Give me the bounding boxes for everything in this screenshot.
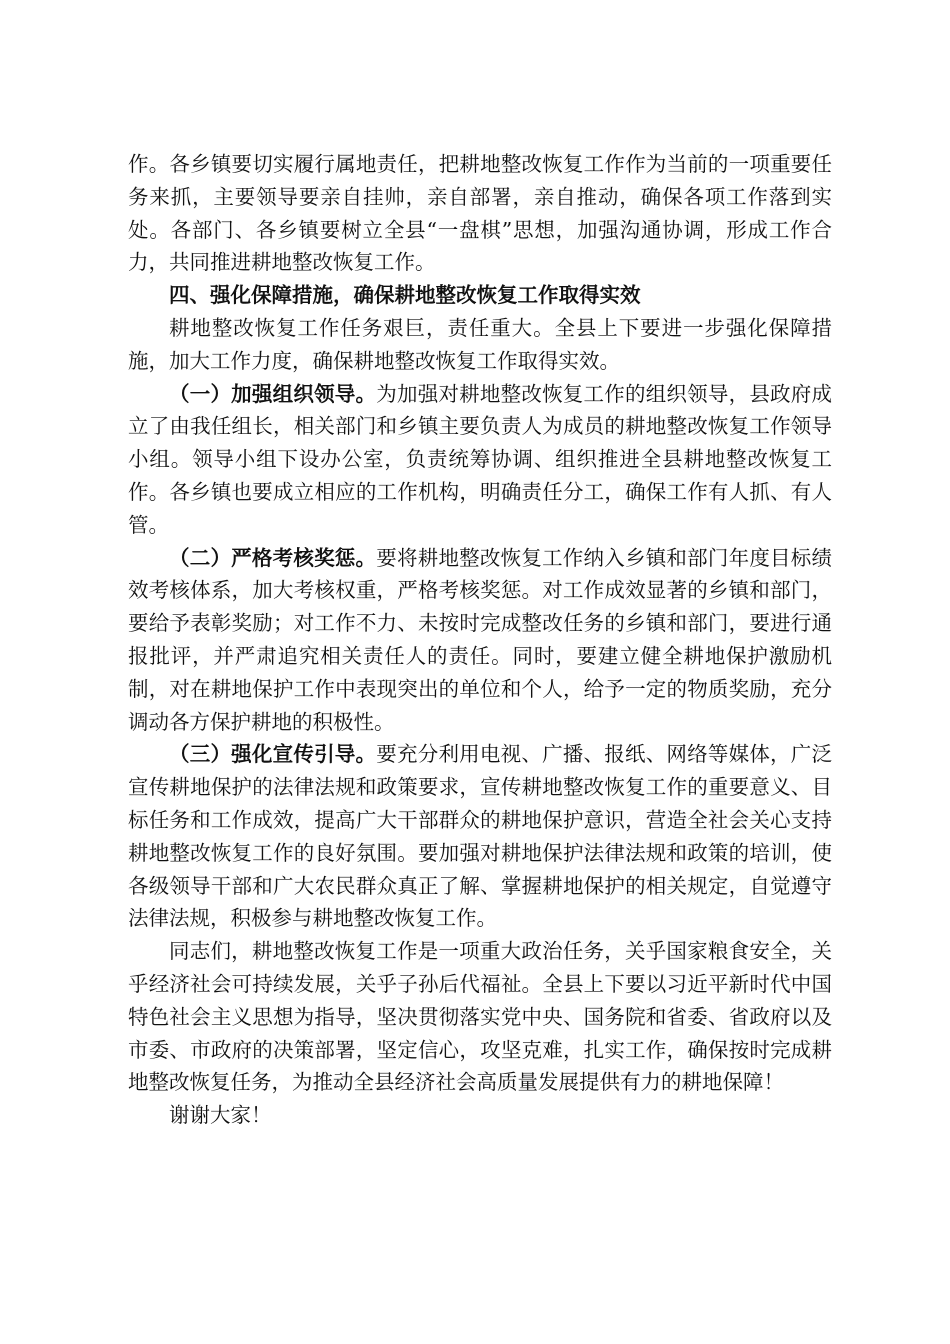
paragraph-continuation: 作。各乡镇要切实履行属地责任，把耕地整改恢复工作作为当前的一项重要任务来抓，主要领导要亲自挂帅，亲自部署，亲自推动，确保各项工作落到实处。各部门、各乡镇要树立全县“一盘棋”思想，加强沟通协调，形成工作合力，共同推进耕地整改恢复工作。 (128, 152, 832, 275)
item-paragraph-2 (128, 542, 832, 739)
document-page (128, 148, 832, 1132)
closing-line: 谢谢大家！ (169, 1103, 272, 1128)
item-body-1: 为加强对耕地整改恢复工作的组织领导，县政府成立了由我任组长，相关部门和乡镇主要负责人为成员的耕地整改恢复工作领导小组。领导小组下设办公室，负责统筹协调、组织推进全县耕地整改恢复工作。各乡镇也要成立相应的工作机构，明确责任分工，确保工作有人抓、有人管。 (128, 381, 833, 537)
item-lead-2: （二）严格考核奖惩。 (169, 545, 377, 570)
item-body-3: 要充分利用电视、广播、报纸、网络等媒体，广泛宣传耕地保护的法律法规和政策要求，宣传耕地整改恢复工作的重要意义、目标任务和工作成效，提高广大干部群众的耕地保护意识，营造全社会关心支持耕地整改恢复工作的良好氛围。要加强对耕地保护法律法规和政策的培训，使各级领导干部和广大农民群众真正了解、掌握耕地保护的相关规定，自觉遵守法律法规，积极参与耕地整改恢复工作。 (128, 742, 833, 931)
item-paragraph-1 (128, 378, 832, 542)
item-lead-3: （三）强化宣传引导。 (169, 742, 377, 767)
conclusion-paragraph: 同志们，耕地整改恢复工作是一项重大政治任务，关乎国家粮食安全，关乎经济社会可持续发展，关乎子孙后代福祉。全县上下要以习近平新时代中国特色社会主义思想为指导，坚决贯彻落实党中央、国务院和省委、省政府以及市委、市政府的决策部署，坚定信心，攻坚克难，扎实工作，确保按时完成耕地整改恢复任务，为推动全县经济社会高质量发展提供有力的耕地保障！ (128, 939, 832, 1095)
item-body-2: 要将耕地整改恢复工作纳入乡镇和部门年度目标绩效考核体系，加大考核权重，严格考核奖惩。对工作成效显著的乡镇和部门，要给予表彰奖励；对工作不力、未按时完成整改任务的乡镇和部门，要进行通报批评，并严肃追究相关责任人的责任。同时，要建立健全耕地保护激励机制，对在耕地保护工作中表现突出的单位和个人，给予一定的物质奖励，充分调动各方保护耕地的积极性。 (128, 545, 833, 734)
item-paragraph-3 (128, 738, 832, 935)
section-heading: 四、强化保障措施，确保耕地整改恢复工作取得实效 (169, 283, 641, 308)
section-intro-paragraph: 耕地整改恢复工作任务艰巨，责任重大。全县上下要进一步强化保障措施，加大工作力度，确保耕地整改恢复工作取得实效。 (128, 315, 832, 373)
item-lead-1: （一）加强组织领导。 (169, 381, 377, 406)
